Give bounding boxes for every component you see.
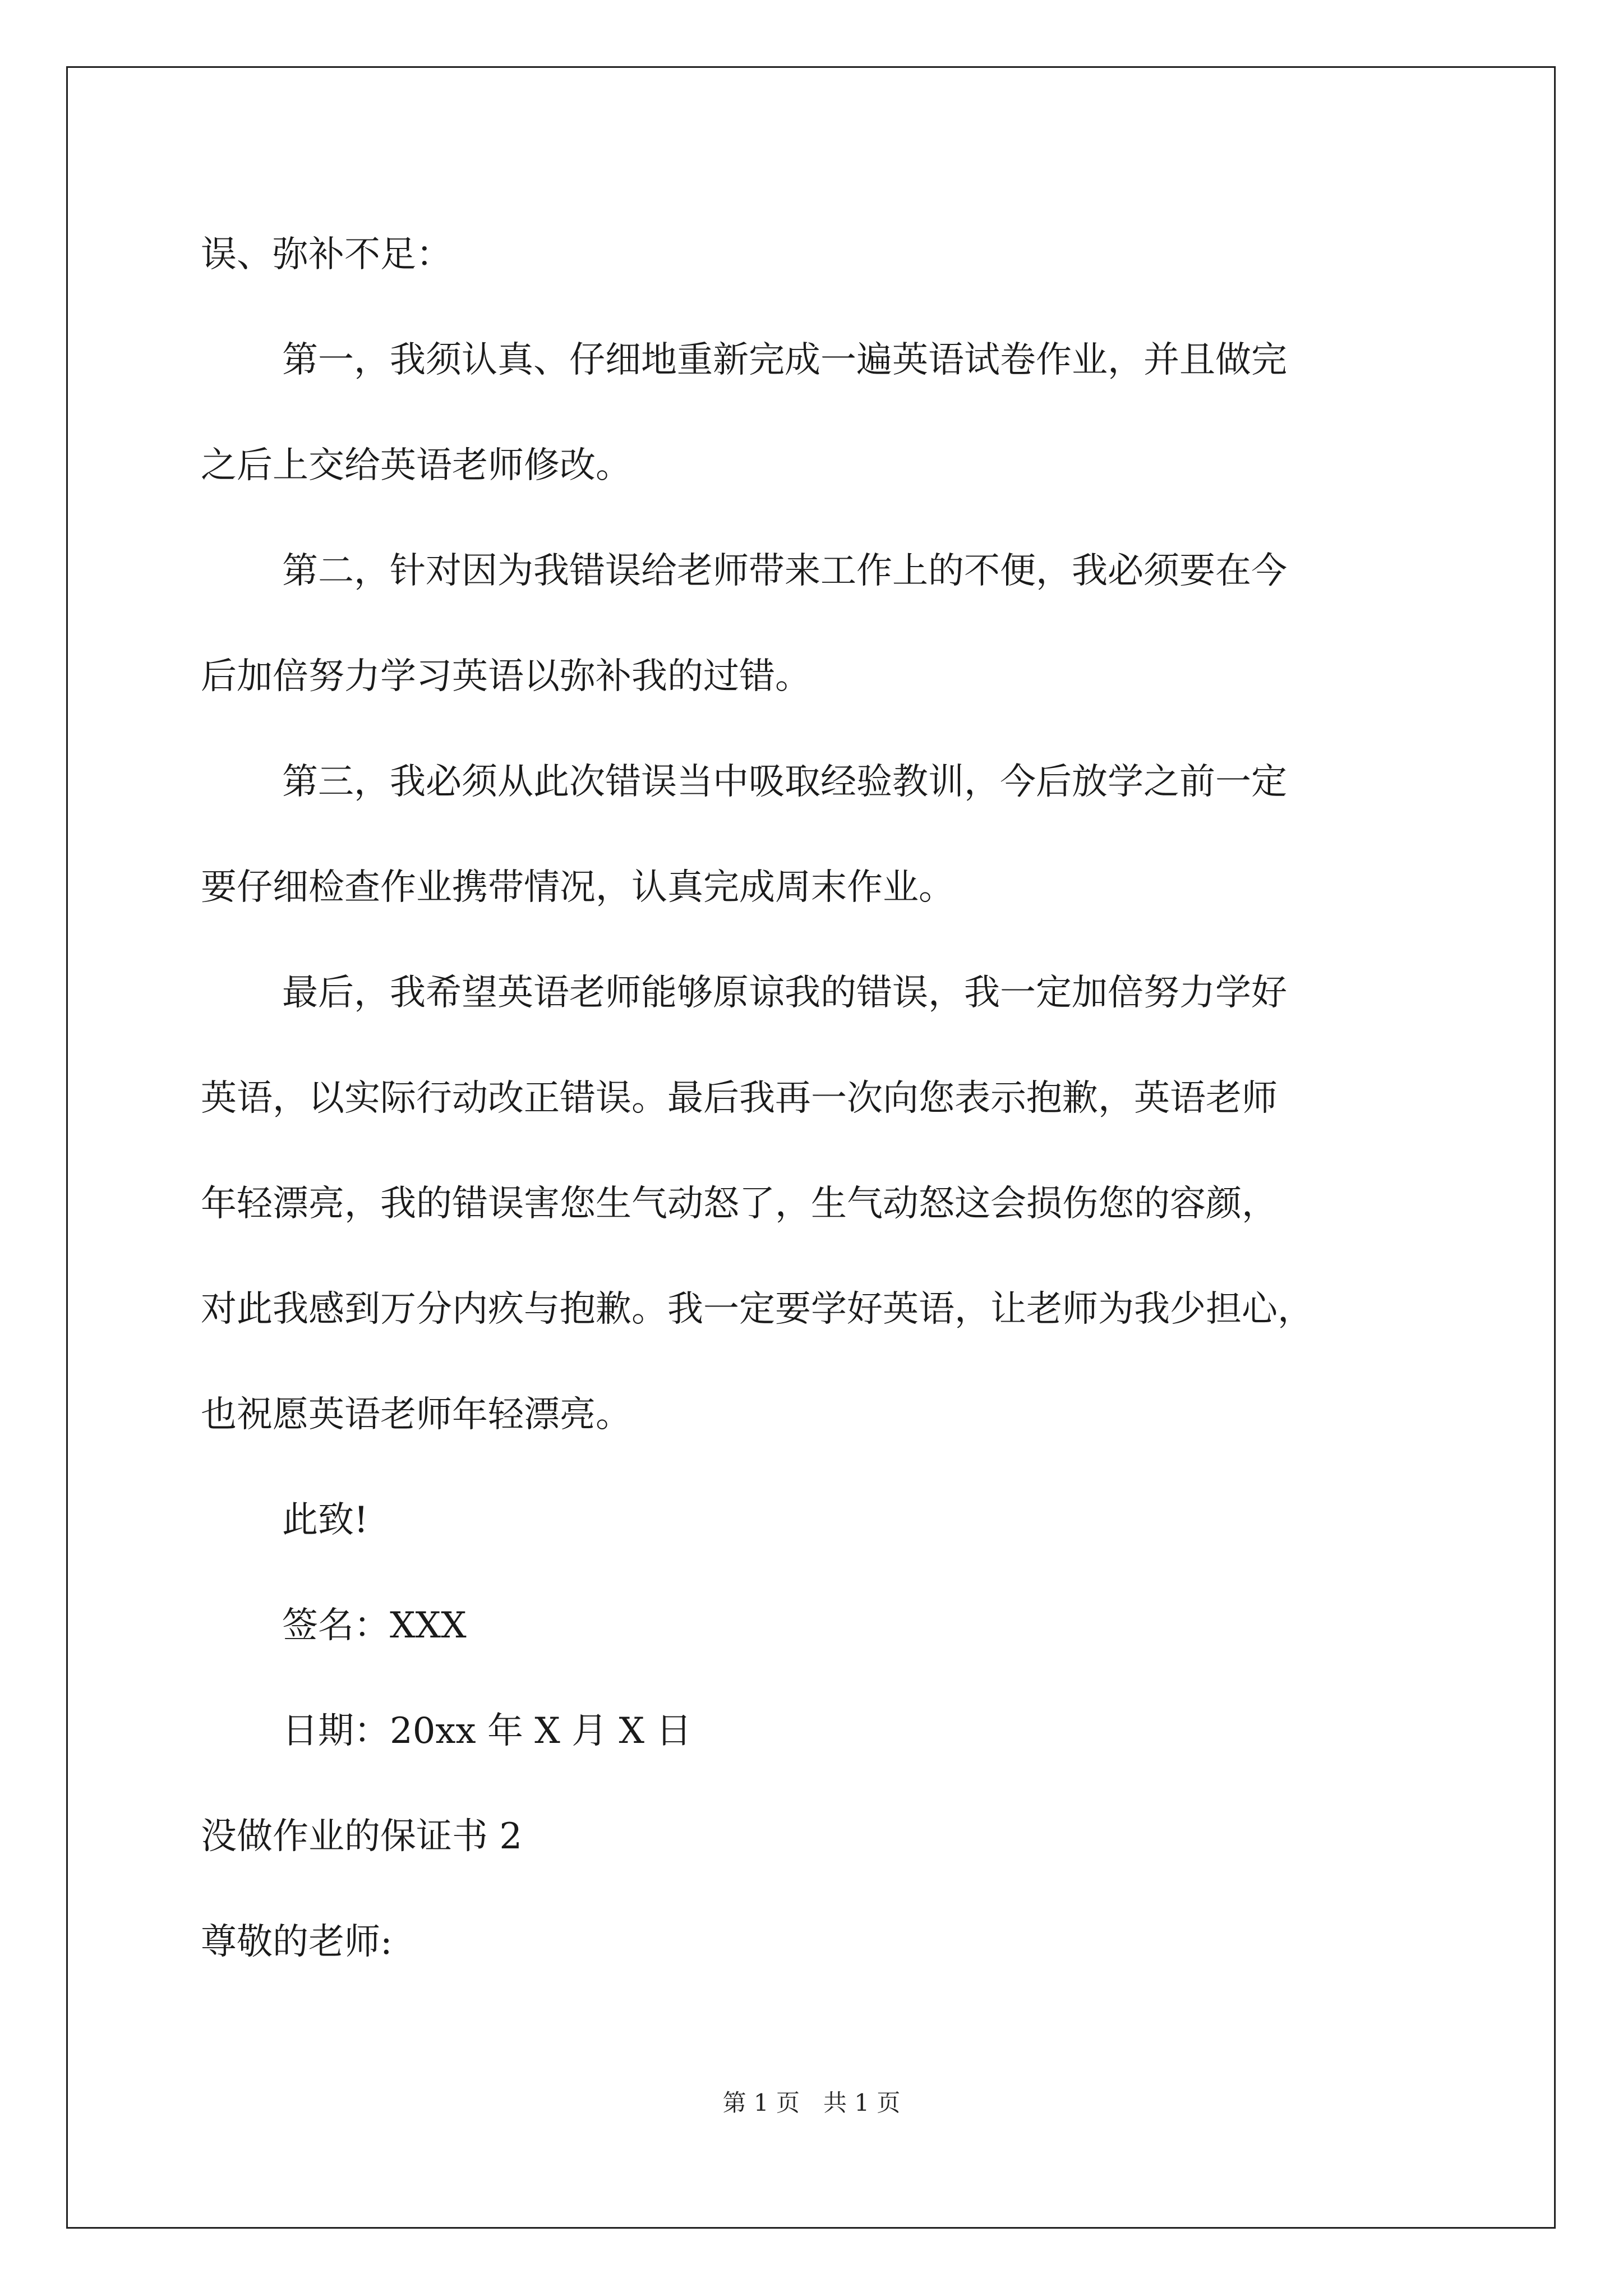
text-line-2: 第一，我须认真、仔细地重新完成一遍英语试卷作业，并且做完 <box>282 339 1287 381</box>
closing-salutation: 此致! <box>282 1499 368 1541</box>
text-line-8: 最后，我希望英语老师能够原谅我的错误，我一定加倍努力学好 <box>282 972 1287 1014</box>
text-line-4: 第二，针对因为我错误给老师带来工作上的不便，我必须要在今 <box>282 550 1287 592</box>
page-border <box>66 66 1556 2229</box>
text-line-7: 要仔细检查作业携带情况，认真完成周末作业。 <box>201 867 955 908</box>
date-line: 日期：20xx 年 X 月 X 日 <box>282 1710 692 1752</box>
text-line-11: 对此我感到万分内疚与抱歉。我一定要学好英语，让老师为我少担心， <box>201 1289 1313 1330</box>
text-line-12: 也祝愿英语老师年轻漂亮。 <box>201 1394 631 1435</box>
text-line-9: 英语，以实际行动改正错误。最后我再一次向您表示抱歉，英语老师 <box>201 1078 1278 1119</box>
text-line-10: 年轻漂亮，我的错误害您生气动怒了，生气动怒这会损伤您的容颜， <box>201 1183 1278 1225</box>
text-line-1: 误、弥补不足： <box>201 234 452 275</box>
text-line-6: 第三，我必须从此次错误当中吸取经验教训，今后放学之前一定 <box>282 761 1287 803</box>
signature-line: 签名：XXX <box>282 1605 467 1646</box>
page-number-footer: 第 1 页 共 1 页 <box>722 2089 901 2116</box>
text-line-3: 之后上交给英语老师修改。 <box>201 445 631 486</box>
text-line-5: 后加倍努力学习英语以弥补我的过错。 <box>201 656 811 697</box>
greeting-line: 尊敬的老师: <box>201 1921 393 1963</box>
section-title: 没做作业的保证书 2 <box>201 1816 523 1857</box>
